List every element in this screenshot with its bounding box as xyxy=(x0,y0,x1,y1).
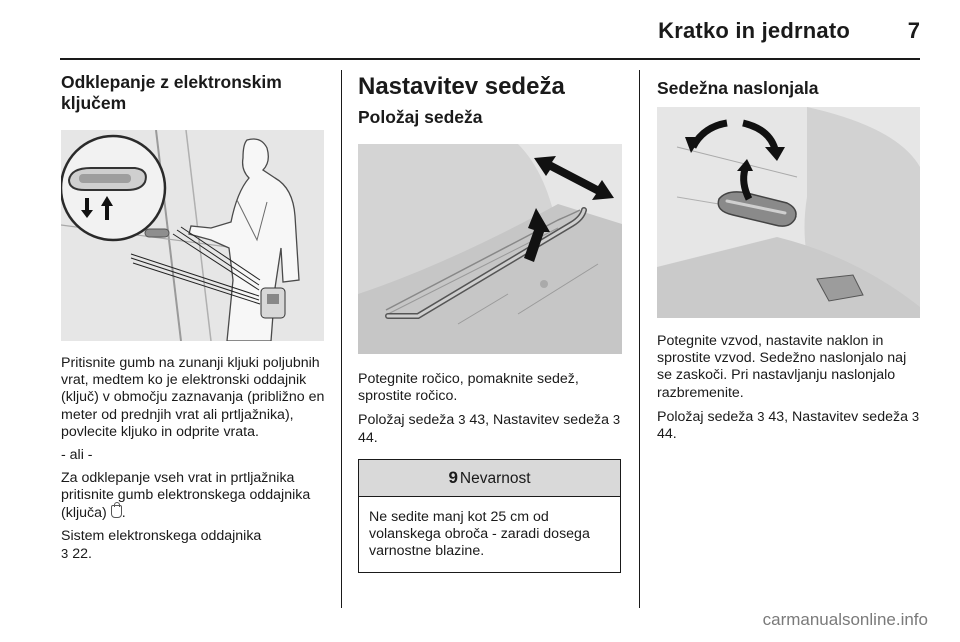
heading-electronic-key-unlocking: Odklepanje z elektronskim ključem xyxy=(61,72,282,113)
section-title-seat-adjustment: Nastavitev sedeža xyxy=(358,73,565,100)
illustration-keyless-entry xyxy=(61,130,324,341)
column-divider-2 xyxy=(639,70,640,608)
warning-title: Nevarnost xyxy=(459,469,531,487)
seat-position-instructions: Potegnite ročico, pomaknite sedež, sprostite ročico. xyxy=(358,371,579,405)
column-divider-1 xyxy=(341,70,342,608)
header-rule xyxy=(60,58,920,60)
warning-text: Ne sedite manj kot 25 cm od volanskega obroča - zaradi dosega varnostne blazine. xyxy=(369,508,590,560)
illustration-seat-lever xyxy=(358,144,622,354)
page-ref-icon: 3 xyxy=(612,412,621,428)
unlock-key-icon xyxy=(111,505,122,518)
page-ref-icon: 3 xyxy=(61,546,69,562)
page-ref-icon: 3 xyxy=(458,412,466,428)
body-paragraph-or: - ali - xyxy=(61,447,93,464)
page-number: 7 xyxy=(907,18,920,43)
watermark: carmanualsonline.info xyxy=(762,610,928,629)
backrest-references: Položaj sedeža 3 43, Nastavitev sedeža 3 44. xyxy=(657,408,920,443)
illustration-backrest-lever xyxy=(657,107,920,318)
subheading-seat-position: Položaj sedeža xyxy=(358,107,483,127)
body-paragraph-1: Pritisnite gumb na zunanji kljuki poljubnih vrat, medtem ko je elektronski oddajnik (ključ) v območju zaznavanja (približno en meter od prednjih vrat ali prtljažnika), povlecite kljuko in odprite vrata. xyxy=(61,355,325,440)
warning-triangle-icon: 9 xyxy=(448,467,458,487)
heading-seat-backrests: Sedežna naslonjala xyxy=(657,78,819,98)
backrest-instructions: Potegnite vzvod, nastavite naklon in sprostite vzvod. Sedežno naslonjalo naj se zaskoči. Pri nastavljanju naslonjalo razbremenite. xyxy=(657,333,907,401)
body-paragraph-3: Sistem elektronskega oddajnika 3 22. xyxy=(61,527,262,563)
seat-position-references: Položaj sedeža 3 43, Nastavitev sedeža 3 44. xyxy=(358,412,621,446)
page-ref-icon: 3 xyxy=(911,408,920,424)
body-paragraph-2: Za odklepanje vseh vrat in prtljažnika pritisnite gumb elektronskega oddajnika (ključa) . xyxy=(61,470,311,521)
running-header-title: Kratko in jedrnato xyxy=(658,18,850,43)
warning-box xyxy=(358,459,621,574)
warning-header xyxy=(359,460,620,497)
column-electronic-key xyxy=(61,72,325,563)
column-seat-backrests xyxy=(657,72,920,443)
column-seat-adjustment xyxy=(358,72,622,573)
page-ref-icon: 3 xyxy=(757,408,765,424)
